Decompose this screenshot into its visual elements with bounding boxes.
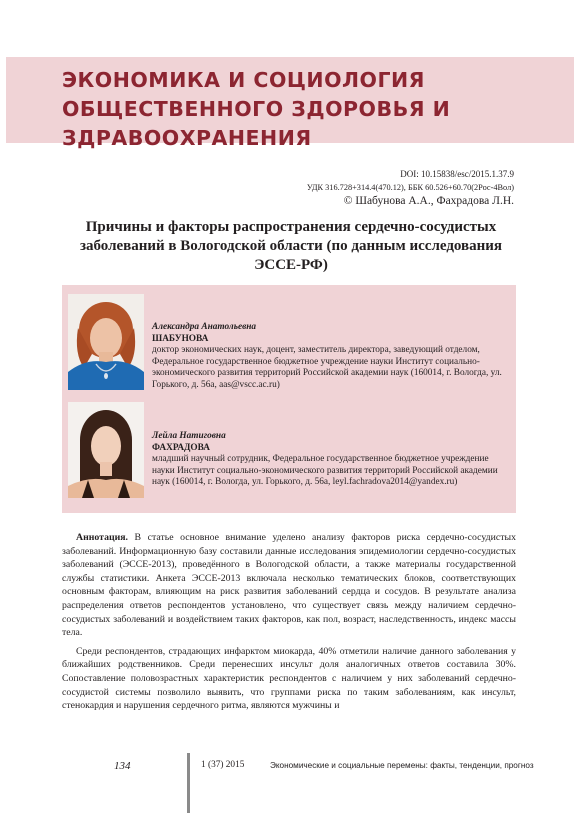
author-shabunova [152, 322, 512, 392]
doi: DOI: 10.15838/esc/2015.1.37.9 [400, 169, 514, 179]
author-fakhradova [152, 431, 512, 489]
author-name: Лейла Натиговна [152, 431, 226, 441]
abstract-text: В статье основное внимание уделено анализу факторов риска сердечно-сосудистых заболеваний. Информационную базу составили данные исследования эпидемиологии сердечно-сосудистых заболеваний (ЭССЕ-2013), проведённого в Вологодской области, а также материалы государственной службы статистики. Анкета ЭССЕ-2013 включала несколько тематических блоков, соответствующих основным факторам, влияющим на риск развития заболеваний сердца и сосудов. В результате анализа распределения ответов респондентов установлено, что существует связь между наличием сердечно-сосудистых заболеваний и воздействием таких факторов, как пол, возраст, наследственность, индекс массы тела. [62, 532, 516, 639]
abstract-paragraph [62, 531, 516, 640]
author-photo-shabunova [68, 294, 144, 390]
abstract-label: Аннотация. [76, 532, 129, 543]
copyright: © Шабунова А.А., Фахрадова Л.Н. [343, 195, 514, 207]
section-title: ЭКОНОМИКА И СОЦИОЛОГИЯ ОБЩЕСТВЕННОГО ЗДОРОВЬЯ И ЗДРАВООХРАНЕНИЯ [62, 68, 451, 150]
page-number: 134 [114, 760, 131, 772]
author-name: Александра Анатольевна [152, 322, 257, 332]
journal-name: Экономические и социальные перемены: факты, тенденции, прогноз [270, 761, 534, 770]
article-body [62, 531, 516, 713]
udk-code: УДК 316.728+314.4(470.12), ББК 60.526+60.70(2Рос-4Вол) [306, 183, 514, 192]
article-title: Причины и факторы распространения сердечно-сосудистых заболеваний в Вологодской области (по данным исследования ЭССЕ-РФ) [79, 219, 503, 273]
author-info: младший научный сотрудник, Федеральное государственное бюджетное учреждение науки Институт социально-экономического развития территорий Российской академии наук (160014, г. Вологда, ул. Горького, д. 56а, leyl.fachradova2014@yandex.ru) [152, 454, 498, 488]
issue-number: 1 (37) 2015 [201, 760, 245, 770]
author-photo-fakhradova [68, 402, 144, 498]
body-paragraph: Среди респондентов, страдающих инфарктом миокарда, 40% отметили наличие данного заболевания у ближайших родственников. Среди перенесших инсульт доля аналогичных ответов составила 30%. Сопоставление половозрастных характеристик респондентов с наличием у них заболеваний сердечно-сосудистой системы позволило выявить, что группами риска по таким заболеваниям, как инсульт, стенокардия и нарушения сердечного ритма, являются мужчины и [62, 645, 516, 712]
footer-divider [187, 753, 190, 813]
author-info: доктор экономических наук, доцент, заместитель директора, заведующий отделом, Федеральное государственное бюджетное учреждение науки Институт социально-экономического развития территорий Российской академии наук (160014, г. Вологда, ул. Горького, д. 56а, aas@vscc.ac.ru) [152, 345, 502, 390]
author-surname: ФАХРАДОВА [152, 442, 210, 453]
author-surname: ШАБУНОВА [152, 333, 209, 344]
